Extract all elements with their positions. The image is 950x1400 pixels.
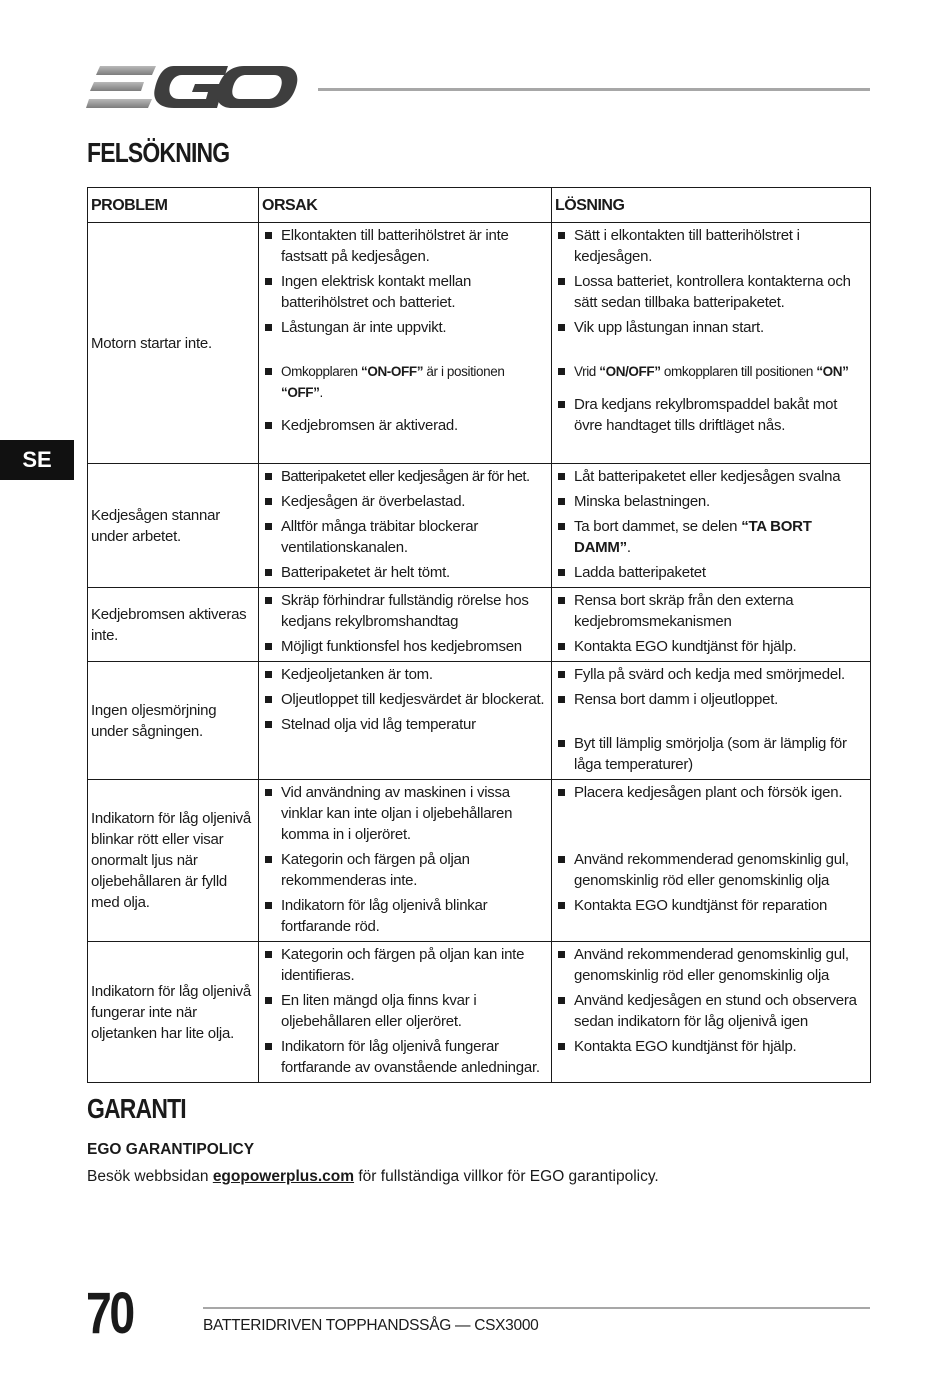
list-item: [264, 895, 545, 937]
bullet-icon: [265, 232, 272, 239]
bullet-icon: [265, 523, 272, 530]
bullet-icon: [558, 696, 565, 703]
bullet-icon: [558, 368, 565, 375]
bullet-icon: [265, 721, 272, 728]
solution-text: Minska belastningen.: [574, 493, 710, 510]
problem-cell: Indikatorn för låg oljenivå blinkar rött eller visar onormalt ljus när oljebehållaren är fylld med olja.: [88, 780, 259, 942]
bullet-icon: [265, 951, 272, 958]
warranty-text-after: för fullständiga villkor för EGO garantipolicy.: [354, 1168, 659, 1185]
bullet-icon: [558, 498, 565, 505]
list-item: [264, 361, 545, 403]
cause-text: Indikatorn för låg oljenivå fungerar fortfarande av ovanstående anledningar.: [281, 1038, 540, 1076]
warranty-title: GARANTI: [87, 1093, 186, 1124]
solution-cell: [552, 588, 871, 662]
solution-text: Kontakta EGO kundtjänst för reparation: [574, 897, 828, 914]
list-item: [557, 990, 864, 1032]
table-row: [88, 588, 871, 662]
bullet-icon: [558, 740, 565, 747]
list-item: [557, 733, 864, 775]
list-item: [557, 271, 864, 313]
bullet-icon: [558, 401, 565, 408]
bullet-icon: [558, 789, 565, 796]
solution-text: Vrid: [574, 364, 600, 379]
list-item: [264, 317, 545, 338]
bullet-icon: [265, 643, 272, 650]
solution-text: Använd kedjesågen en stund och observera sedan indikatorn för låg oljenivå igen: [574, 992, 857, 1030]
cause-text: Kedjeoljetanken är tom.: [281, 666, 433, 683]
table-row: [88, 780, 871, 942]
page-title: FELSÖKNING: [87, 137, 230, 168]
solution-text: Vik upp låstungan innan start.: [574, 319, 764, 336]
list-item: [264, 516, 545, 558]
list-item: [557, 516, 864, 558]
bullet-icon: [558, 902, 565, 909]
cause-text: är i positionen: [423, 364, 505, 379]
bullet-icon: [558, 232, 565, 239]
list-item: [557, 466, 864, 487]
cause-cell: [259, 588, 552, 662]
bullet-icon: [558, 997, 565, 1004]
list-item: [557, 562, 864, 583]
list-item: [557, 361, 864, 382]
solution-text: Ladda batteripaketet: [574, 564, 706, 581]
solution-cell: [552, 223, 871, 464]
ego-logo: [86, 62, 298, 114]
switch-state: “OFF”: [281, 385, 320, 400]
warranty-text-before: Besök webbsidan: [87, 1168, 213, 1185]
list-item: [557, 491, 864, 512]
cause-text: Låstungan är inte uppvikt.: [281, 319, 447, 336]
problem-cell: Kedjesågen stannar under arbetet.: [88, 464, 259, 588]
column-header-solution: LÖSNING: [552, 188, 871, 223]
cause-text: En liten mängd olja finns kvar i oljebehållaren eller oljeröret.: [281, 992, 477, 1030]
list-item: [264, 990, 545, 1032]
table-row: [88, 464, 871, 588]
cause-cell: [259, 780, 552, 942]
list-item: [264, 1036, 545, 1078]
table-row: [88, 942, 871, 1083]
problem-cell: Indikatorn för låg oljenivå fungerar inte när oljetanken har lite olja.: [88, 942, 259, 1083]
cause-cell: [259, 464, 552, 588]
solution-text: Låt batteripaketet eller kedjesågen svalna: [574, 468, 841, 485]
list-item: [264, 466, 545, 487]
cause-text: Stelnad olja vid låg temperatur: [281, 716, 476, 733]
cause-text: Omkopplaren: [281, 364, 361, 379]
list-item: [264, 849, 545, 891]
column-header-problem: PROBLEM: [88, 188, 259, 223]
bullet-icon: [265, 597, 272, 604]
cause-text: Oljeutloppet till kedjesvärdet är blockerat.: [281, 691, 545, 708]
bullet-icon: [265, 498, 272, 505]
list-item: [557, 849, 864, 891]
bullet-icon: [558, 473, 565, 480]
bullet-icon: [265, 997, 272, 1004]
ego-logo-icon: [86, 62, 298, 114]
solution-text: Kontakta EGO kundtjänst för hjälp.: [574, 638, 797, 655]
language-tab: SE: [0, 440, 74, 480]
cause-cell: [259, 223, 552, 464]
problem-cell: Ingen oljesmörjning under sågningen.: [88, 662, 259, 780]
list-item: [557, 636, 864, 657]
warranty-link[interactable]: egopowerplus.com: [212, 1168, 355, 1185]
solution-text: Placera kedjesågen plant och försök igen.: [574, 784, 843, 801]
cause-text: Ingen elektrisk kontakt mellan batterihölstret och batteriet.: [281, 273, 472, 311]
bullet-icon: [265, 1043, 272, 1050]
bullet-icon: [265, 324, 272, 331]
column-header-cause: ORSAK: [259, 188, 552, 223]
page-number: 70: [86, 1281, 133, 1346]
cause-text: Kedjebromsen är aktiverad.: [281, 417, 458, 434]
solution-text: Fylla på svärd och kedja med smörjmedel.: [574, 666, 845, 683]
solution-text: Byt till lämplig smörjolja (som är lämplig för låga temperaturer): [574, 735, 847, 773]
cause-text: Kategorin och färgen på oljan rekommenderas inte.: [281, 851, 470, 889]
list-item: [557, 782, 864, 803]
list-item: [557, 895, 864, 916]
list-item: [264, 782, 545, 845]
solution-text: Använd rekommenderad genomskinlig gul, genomskinlig röd eller genomskinlig olja: [574, 851, 849, 889]
bullet-icon: [265, 473, 272, 480]
bullet-icon: [265, 569, 272, 576]
solution-text: Dra kedjans rekylbromspaddel bakåt mot övre handtaget tills driftläget nås.: [574, 396, 838, 434]
list-item: [557, 1036, 864, 1057]
footer-title: BATTERIDRIVEN TOPPHANDSSÅG — CSX3000: [203, 1317, 539, 1334]
list-item: [557, 317, 864, 338]
cause-text: Alltför många träbitar blockerar ventilationskanalen.: [281, 518, 479, 556]
solution-text: Rensa bort damm i oljeutloppet.: [574, 691, 779, 708]
bullet-icon: [265, 368, 272, 375]
solution-text: Ta bort dammet, se delen: [574, 518, 742, 535]
bullet-icon: [265, 789, 272, 796]
list-item: [557, 664, 864, 685]
solution-text: Använd rekommenderad genomskinlig gul, genomskinlig röd eller genomskinlig olja: [574, 946, 849, 984]
cause-text: Indikatorn för låg oljenivå blinkar fortfarande röd.: [281, 897, 488, 935]
cause-cell: [259, 942, 552, 1083]
list-item: [557, 394, 864, 436]
solution-text: Lossa batteriet, kontrollera kontakterna och sätt sedan tillbaka batteripaketet.: [574, 273, 851, 311]
solution-text: Sätt i elkontakten till batterihölstret i kedjesågen.: [574, 227, 800, 265]
list-item: [264, 714, 545, 735]
cause-text: Kategorin och färgen på oljan kan inte identifieras.: [281, 946, 525, 984]
problem-cell: Kedjebromsen aktiveras inte.: [88, 588, 259, 662]
table-row: [88, 662, 871, 780]
bullet-icon: [558, 951, 565, 958]
warranty-text: [87, 1168, 659, 1186]
cause-text: Skräp förhindrar fullständig rörelse hos kedjans rekylbromshandtag: [281, 592, 529, 630]
bullet-icon: [558, 671, 565, 678]
cause-text: Kedjesågen är överbelastad.: [281, 493, 466, 510]
list-item: [264, 944, 545, 986]
cause-text: Vid användning av maskinen i vissa vinklar kan inte oljan i oljebehållaren komma in i oljeröret.: [281, 784, 513, 843]
switch-state: “ON”: [816, 364, 849, 379]
switch-label: “ON/OFF”: [599, 364, 661, 379]
cause-text: Batteripaketet är helt tömt.: [281, 564, 450, 581]
list-item: [264, 689, 545, 710]
list-item: [264, 225, 545, 267]
list-item: [557, 590, 864, 632]
list-item: [264, 562, 545, 583]
bullet-icon: [558, 278, 565, 285]
list-item: [264, 271, 545, 313]
list-item: [557, 944, 864, 986]
bullet-icon: [265, 422, 272, 429]
bullet-icon: [558, 523, 565, 530]
bullet-icon: [265, 696, 272, 703]
solution-text: Kontakta EGO kundtjänst för hjälp.: [574, 1038, 797, 1055]
solution-text: Rensa bort skräp från den externa kedjebromsmekanismen: [574, 592, 794, 630]
bullet-icon: [265, 278, 272, 285]
bullet-icon: [558, 856, 565, 863]
list-item: [557, 225, 864, 267]
bullet-icon: [265, 856, 272, 863]
bullet-icon: [558, 324, 565, 331]
solution-cell: [552, 662, 871, 780]
cause-cell: [259, 662, 552, 780]
list-item: [264, 415, 545, 436]
warranty-subtitle: EGO GARANTIPOLICY: [87, 1141, 255, 1158]
section-reference: “TA BORT DAMM”: [574, 518, 812, 556]
table-row: [88, 223, 871, 464]
cause-text: Möjligt funktionsfel hos kedjebromsen: [281, 638, 522, 655]
cause-text: .: [319, 385, 323, 400]
table-header-row: [88, 188, 871, 223]
list-item: [264, 664, 545, 685]
bullet-icon: [558, 643, 565, 650]
bullet-icon: [265, 671, 272, 678]
solution-text: .: [626, 539, 631, 556]
switch-label: “ON-OFF”: [361, 364, 424, 379]
list-item: [557, 689, 864, 710]
problem-cell: Motorn startar inte.: [88, 223, 259, 464]
solution-cell: [552, 942, 871, 1083]
list-item: [264, 636, 545, 657]
solution-text: omkopplaren till positionen: [660, 364, 817, 379]
bullet-icon: [558, 569, 565, 576]
bullet-icon: [558, 1043, 565, 1050]
bullet-icon: [558, 597, 565, 604]
footer-rule: [203, 1307, 870, 1309]
troubleshooting-table: [87, 187, 871, 1083]
header-rule: [318, 88, 870, 91]
solution-cell: [552, 464, 871, 588]
bullet-icon: [265, 902, 272, 909]
cause-text: Elkontakten till batterihölstret är inte fastsatt på kedjesågen.: [281, 227, 509, 265]
list-item: [264, 491, 545, 512]
cause-text: Batteripaketet eller kedjesågen är för het.: [281, 468, 530, 485]
list-item: [264, 590, 545, 632]
solution-cell: [552, 780, 871, 942]
